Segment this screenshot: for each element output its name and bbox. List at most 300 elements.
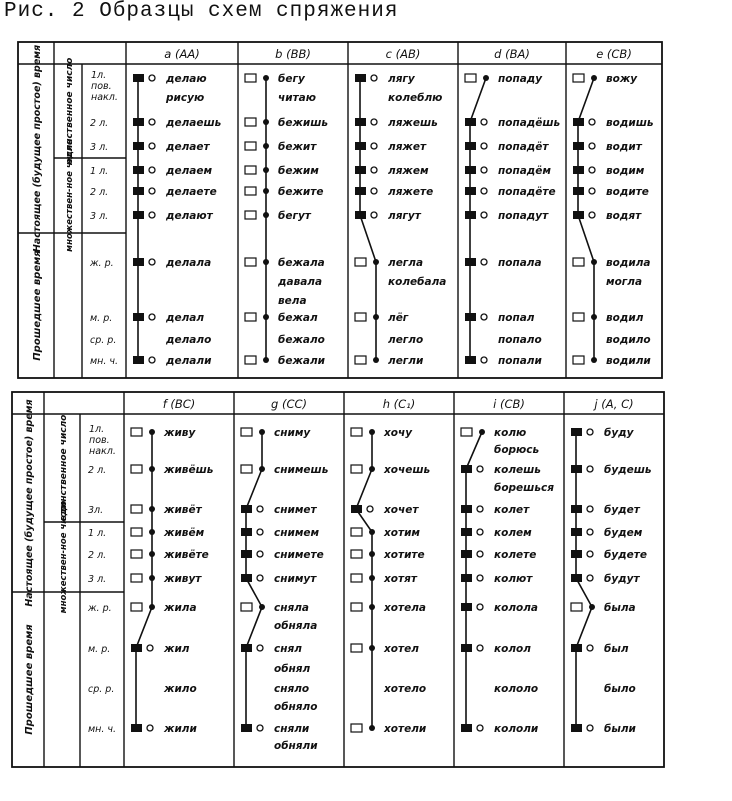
stem-marker [131,574,142,582]
verb-form: хотело [384,683,427,695]
verb-form: сниму [274,427,311,439]
ending-marker [477,604,483,610]
verb-form: лягут [388,210,421,222]
ending-stress-marker [149,506,155,512]
column-header: g (CC) [271,397,307,411]
verb-form: попадёте [498,186,556,198]
stem-marker [131,505,142,513]
person-label-part: 1л. [89,424,105,435]
verb-form: обняли [274,740,318,752]
verb-form: давала [278,276,323,288]
verb-form: жили [164,723,197,735]
ending-marker [257,551,263,557]
verb-form: ляжешь [388,117,438,129]
ending-marker [477,725,483,731]
ending-marker [481,167,487,173]
plural-label: множествен-ное число [59,500,69,614]
ending-marker [587,466,593,472]
verb-form: снимешь [274,464,329,476]
verb-form: бежим [278,165,319,177]
verb-form: колете [494,549,537,561]
ending-stress-marker [263,314,269,320]
ending-stress-marker [369,429,375,435]
ending-marker [587,429,593,435]
ending-stress-marker [369,551,375,557]
singular-label: единственное число [59,414,69,522]
stem-stress-marker [465,118,476,126]
verb-form: делала [166,257,212,269]
stem-stress-marker [465,356,476,364]
ending-marker [149,314,155,320]
verb-form: сняла [274,602,309,614]
stem-marker [241,603,252,611]
verb-form: делали [166,355,212,367]
verb-form: лягу [388,73,415,85]
stem-marker [245,74,256,82]
ending-stress-marker [263,143,269,149]
verb-form: были [604,723,636,735]
stem-marker [573,74,584,82]
ending-marker [481,259,487,265]
verb-form: рисую [166,92,205,104]
verb-form: бежала [278,257,325,269]
ending-stress-marker [369,725,375,731]
ending-stress-marker [259,604,265,610]
ending-marker [149,143,155,149]
verb-form: будет [604,504,640,516]
verb-form: живёте [164,549,209,561]
stem-stress-marker [133,142,144,150]
person-label: 3 л. [90,211,109,222]
verb-form: бежали [278,355,326,367]
person-label: 3л. [88,505,104,516]
ending-stress-marker [483,75,489,81]
ending-marker [589,212,595,218]
person-label: 3 л. [88,574,107,585]
stem-stress-marker [355,211,366,219]
verb-form: легли [388,355,424,367]
verb-form: делают [166,210,213,222]
verb-form: делал [166,312,205,324]
ending-marker [149,188,155,194]
verb-form: вела [278,295,307,307]
verb-form: сняли [274,723,310,735]
stem-stress-marker [241,528,252,536]
verb-form: сняло [274,683,310,695]
verb-form: снял [274,643,302,655]
verb-form: хотим [384,527,421,539]
column-header: c (AB) [385,47,421,61]
figure-title: Рис. 2 Образцы схем спряжения [4,0,399,23]
verb-form: живу [164,427,196,439]
verb-form: жил [164,643,190,655]
verb-form: водишь [606,117,654,129]
ending-stress-marker [149,529,155,535]
verb-form: хочу [384,427,413,439]
ending-marker [149,119,155,125]
stem-stress-marker [355,142,366,150]
stem-stress-marker [133,74,144,82]
ending-stress-marker [591,314,597,320]
ending-stress-marker [373,357,379,363]
ending-marker [147,725,153,731]
verb-form: снимут [274,573,317,585]
verb-form: попал [498,312,535,324]
verb-form: кололи [494,723,539,735]
stem-stress-marker [133,211,144,219]
verb-form: жило [164,683,197,695]
stem-marker [351,603,362,611]
person-label-part: 1л. [91,70,107,81]
ending-marker [589,167,595,173]
person-label: ср. р. [88,684,115,695]
verb-form: хотите [384,549,425,561]
verb-form: водила [606,257,651,269]
verb-form: попала [498,257,542,269]
verb-form: живут [164,573,202,585]
verb-form: хочешь [384,464,431,476]
verb-form: обнял [274,663,311,675]
verb-form: попадут [498,210,549,222]
verb-form: бежишь [278,117,329,129]
ending-stress-marker [369,604,375,610]
verb-form: бегу [278,73,305,85]
stem-stress-marker [355,74,366,82]
stem-marker [131,603,142,611]
stem-marker [245,211,256,219]
verb-form: бежит [278,141,317,153]
stem-stress-marker [571,644,582,652]
verb-form: водит [606,141,642,153]
verb-form: лёг [388,312,409,324]
person-label: ж. р. [90,258,114,269]
verb-form: читаю [278,92,316,104]
verb-form: ляжете [388,186,434,198]
stem-stress-marker [465,187,476,195]
ending-marker [587,645,593,651]
verb-form: было [604,683,636,695]
person-label: ср. р. [90,335,117,346]
stem-stress-marker [573,166,584,174]
verb-form: ляжем [388,165,429,177]
stem-stress-marker [571,505,582,513]
verb-form: попадём [498,165,551,177]
stem-stress-marker [133,258,144,266]
stem-marker [351,574,362,582]
column-header: b (BB) [275,47,311,61]
ending-marker [147,645,153,651]
stem-marker [351,465,362,473]
ending-marker [477,575,483,581]
stem-marker [245,166,256,174]
verb-form: будете [604,549,647,561]
singular-label: единственное число [65,57,75,165]
verb-form: борюсь [494,444,540,456]
stem-stress-marker [571,574,582,582]
ending-stress-marker [591,259,597,265]
stem-marker [245,142,256,150]
stem-marker [351,550,362,558]
stem-stress-marker [133,166,144,174]
ending-marker [477,645,483,651]
ending-stress-marker [369,466,375,472]
stem-stress-marker [573,211,584,219]
verb-form: попали [498,355,542,367]
stem-stress-marker [571,724,582,732]
stem-stress-marker [571,550,582,558]
verb-form: водим [606,165,645,177]
verb-form: обняла [274,620,318,632]
verb-form: делает [166,141,210,153]
ending-stress-marker [263,75,269,81]
person-label: 2 л. [90,187,109,198]
ending-marker [481,357,487,363]
stem-stress-marker [241,724,252,732]
ending-marker [587,575,593,581]
verb-form: будем [604,527,643,539]
stem-stress-marker [355,166,366,174]
column-header: d (BA) [494,47,530,61]
stem-marker [245,356,256,364]
ending-marker [371,188,377,194]
ending-marker [481,119,487,125]
ending-stress-marker [263,357,269,363]
ending-marker [149,212,155,218]
ending-stress-marker [369,575,375,581]
person-label: ж. р. [88,603,112,614]
verb-form: водило [606,334,651,346]
stem-marker [131,465,142,473]
ending-marker [587,725,593,731]
verb-form: водите [606,186,649,198]
ending-marker [481,143,487,149]
ending-marker [371,212,377,218]
stem-marker [571,603,582,611]
stem-stress-marker [355,118,366,126]
verb-form: колебала [388,276,447,288]
verb-form: бегут [278,210,311,222]
stem-marker [131,550,142,558]
stem-stress-marker [465,258,476,266]
stem-marker [351,724,362,732]
ending-stress-marker [149,429,155,435]
ending-stress-marker [373,314,379,320]
verb-form: хотела [384,602,426,614]
ending-stress-marker [263,212,269,218]
stem-marker [461,428,472,436]
stem-marker [131,528,142,536]
verb-form: хочет [384,504,419,516]
stem-stress-marker [461,505,472,513]
ending-marker [257,506,263,512]
stem-stress-marker [133,356,144,364]
stem-marker [351,428,362,436]
verb-form: буду [604,427,634,439]
verb-form: живёт [164,504,202,516]
ending-stress-marker [591,75,597,81]
stem-marker [465,74,476,82]
ending-stress-marker [373,259,379,265]
verb-form: ляжет [388,141,427,153]
person-label: мн. ч. [88,724,117,735]
ending-marker [257,529,263,535]
ending-stress-marker [263,119,269,125]
verb-form: обняло [274,701,318,713]
verb-form: будут [604,573,640,585]
ending-marker [371,75,377,81]
stem-marker [351,644,362,652]
ending-marker [477,506,483,512]
column-header: f (BC) [162,397,196,411]
stem-stress-marker [133,313,144,321]
stem-stress-marker [465,166,476,174]
stem-stress-marker [573,187,584,195]
stem-stress-marker [461,644,472,652]
column-header: e (CB) [596,47,632,61]
ending-stress-marker [259,466,265,472]
stem-stress-marker [241,550,252,558]
verb-form: легло [388,334,424,346]
stem-stress-marker [131,644,142,652]
stem-marker [351,528,362,536]
ending-marker [477,529,483,535]
verb-form: попало [498,334,542,346]
ending-marker [477,466,483,472]
ending-marker [477,551,483,557]
person-label: м. р. [90,313,113,324]
stem-stress-marker [465,142,476,150]
person-label: 2 л. [90,118,109,129]
ending-stress-marker [591,357,597,363]
verb-form: хотят [384,573,417,585]
ending-stress-marker [369,529,375,535]
verb-form: колю [494,427,527,439]
past-tense-label: Прошедшее время [24,624,35,735]
ending-marker [589,143,595,149]
verb-form: колет [494,504,530,516]
verb-form: делаешь [166,117,222,129]
verb-form: снимем [274,527,320,539]
ending-marker [149,167,155,173]
stem-marker [355,258,366,266]
ending-marker [149,75,155,81]
verb-form: колешь [494,464,541,476]
person-label: мн. ч. [90,356,119,367]
stem-marker [355,356,366,364]
verb-form: бежало [278,334,325,346]
ending-stress-marker [589,604,595,610]
stem-stress-marker [461,528,472,536]
stem-stress-marker [461,603,472,611]
ending-stress-marker [263,167,269,173]
ending-stress-marker [149,575,155,581]
verb-form: снимет [274,504,317,516]
stem-stress-marker [241,505,252,513]
stem-stress-marker [571,428,582,436]
verb-form: колол [494,643,531,655]
past-tense-label: Прошедшее время [32,250,43,361]
person-label: 1 л. [90,166,109,177]
verb-form: колют [494,573,533,585]
ending-marker [481,212,487,218]
verb-form: водил [606,312,644,324]
verb-form: попадёт [498,141,549,153]
ending-marker [149,357,155,363]
verb-form: бежал [278,312,318,324]
person-label-part: накл. [89,446,116,457]
stem-stress-marker [465,313,476,321]
verb-form: делаю [166,73,207,85]
verb-form: попаду [498,73,543,85]
ending-stress-marker [369,645,375,651]
stem-stress-marker [461,550,472,558]
plural-label: множествен-ное число [65,139,75,252]
column-header: j (A, C) [594,397,634,411]
ending-marker [371,119,377,125]
ending-stress-marker [263,259,269,265]
stem-stress-marker [133,118,144,126]
present-tense-label: Настоящее (будущее простое) время [32,44,43,253]
stem-stress-marker [573,118,584,126]
ending-stress-marker [259,429,265,435]
stem-marker [245,258,256,266]
ending-marker [587,506,593,512]
verb-form: снимете [274,549,324,561]
verb-form: будешь [604,464,652,476]
stem-stress-marker [461,465,472,473]
stem-stress-marker [571,465,582,473]
stem-stress-marker [461,574,472,582]
stem-stress-marker [461,724,472,732]
verb-form: колеблю [388,92,443,104]
verb-form: вожу [606,73,638,85]
stem-marker [245,187,256,195]
ending-marker [589,119,595,125]
stem-marker [573,313,584,321]
ending-marker [371,167,377,173]
stem-stress-marker [351,505,362,513]
stem-marker [573,258,584,266]
verb-form: могла [606,276,643,288]
column-header: h (C₁) [382,397,416,411]
verb-form: водили [606,355,651,367]
verb-form: живёшь [164,464,214,476]
ending-marker [257,575,263,581]
person-label-part: накл. [91,92,118,103]
stem-marker [241,428,252,436]
stem-marker [245,313,256,321]
column-header: a (AA) [164,47,200,61]
verb-form: делаете [166,186,217,198]
person-label-part: пов. [91,81,112,92]
stem-marker [573,356,584,364]
verb-form: хотели [384,723,427,735]
stem-stress-marker [133,187,144,195]
stem-marker [355,313,366,321]
person-label: 2 л. [88,550,107,561]
ending-stress-marker [149,604,155,610]
stem-marker [245,118,256,126]
verb-form: бежите [278,186,324,198]
stem-stress-marker [571,528,582,536]
verb-form: водят [606,210,642,222]
person-label: 1 л. [88,528,107,539]
ending-marker [257,725,263,731]
verb-form: легла [388,257,424,269]
verb-form: жила [164,602,197,614]
person-label: 2 л. [88,465,107,476]
ending-marker [587,551,593,557]
